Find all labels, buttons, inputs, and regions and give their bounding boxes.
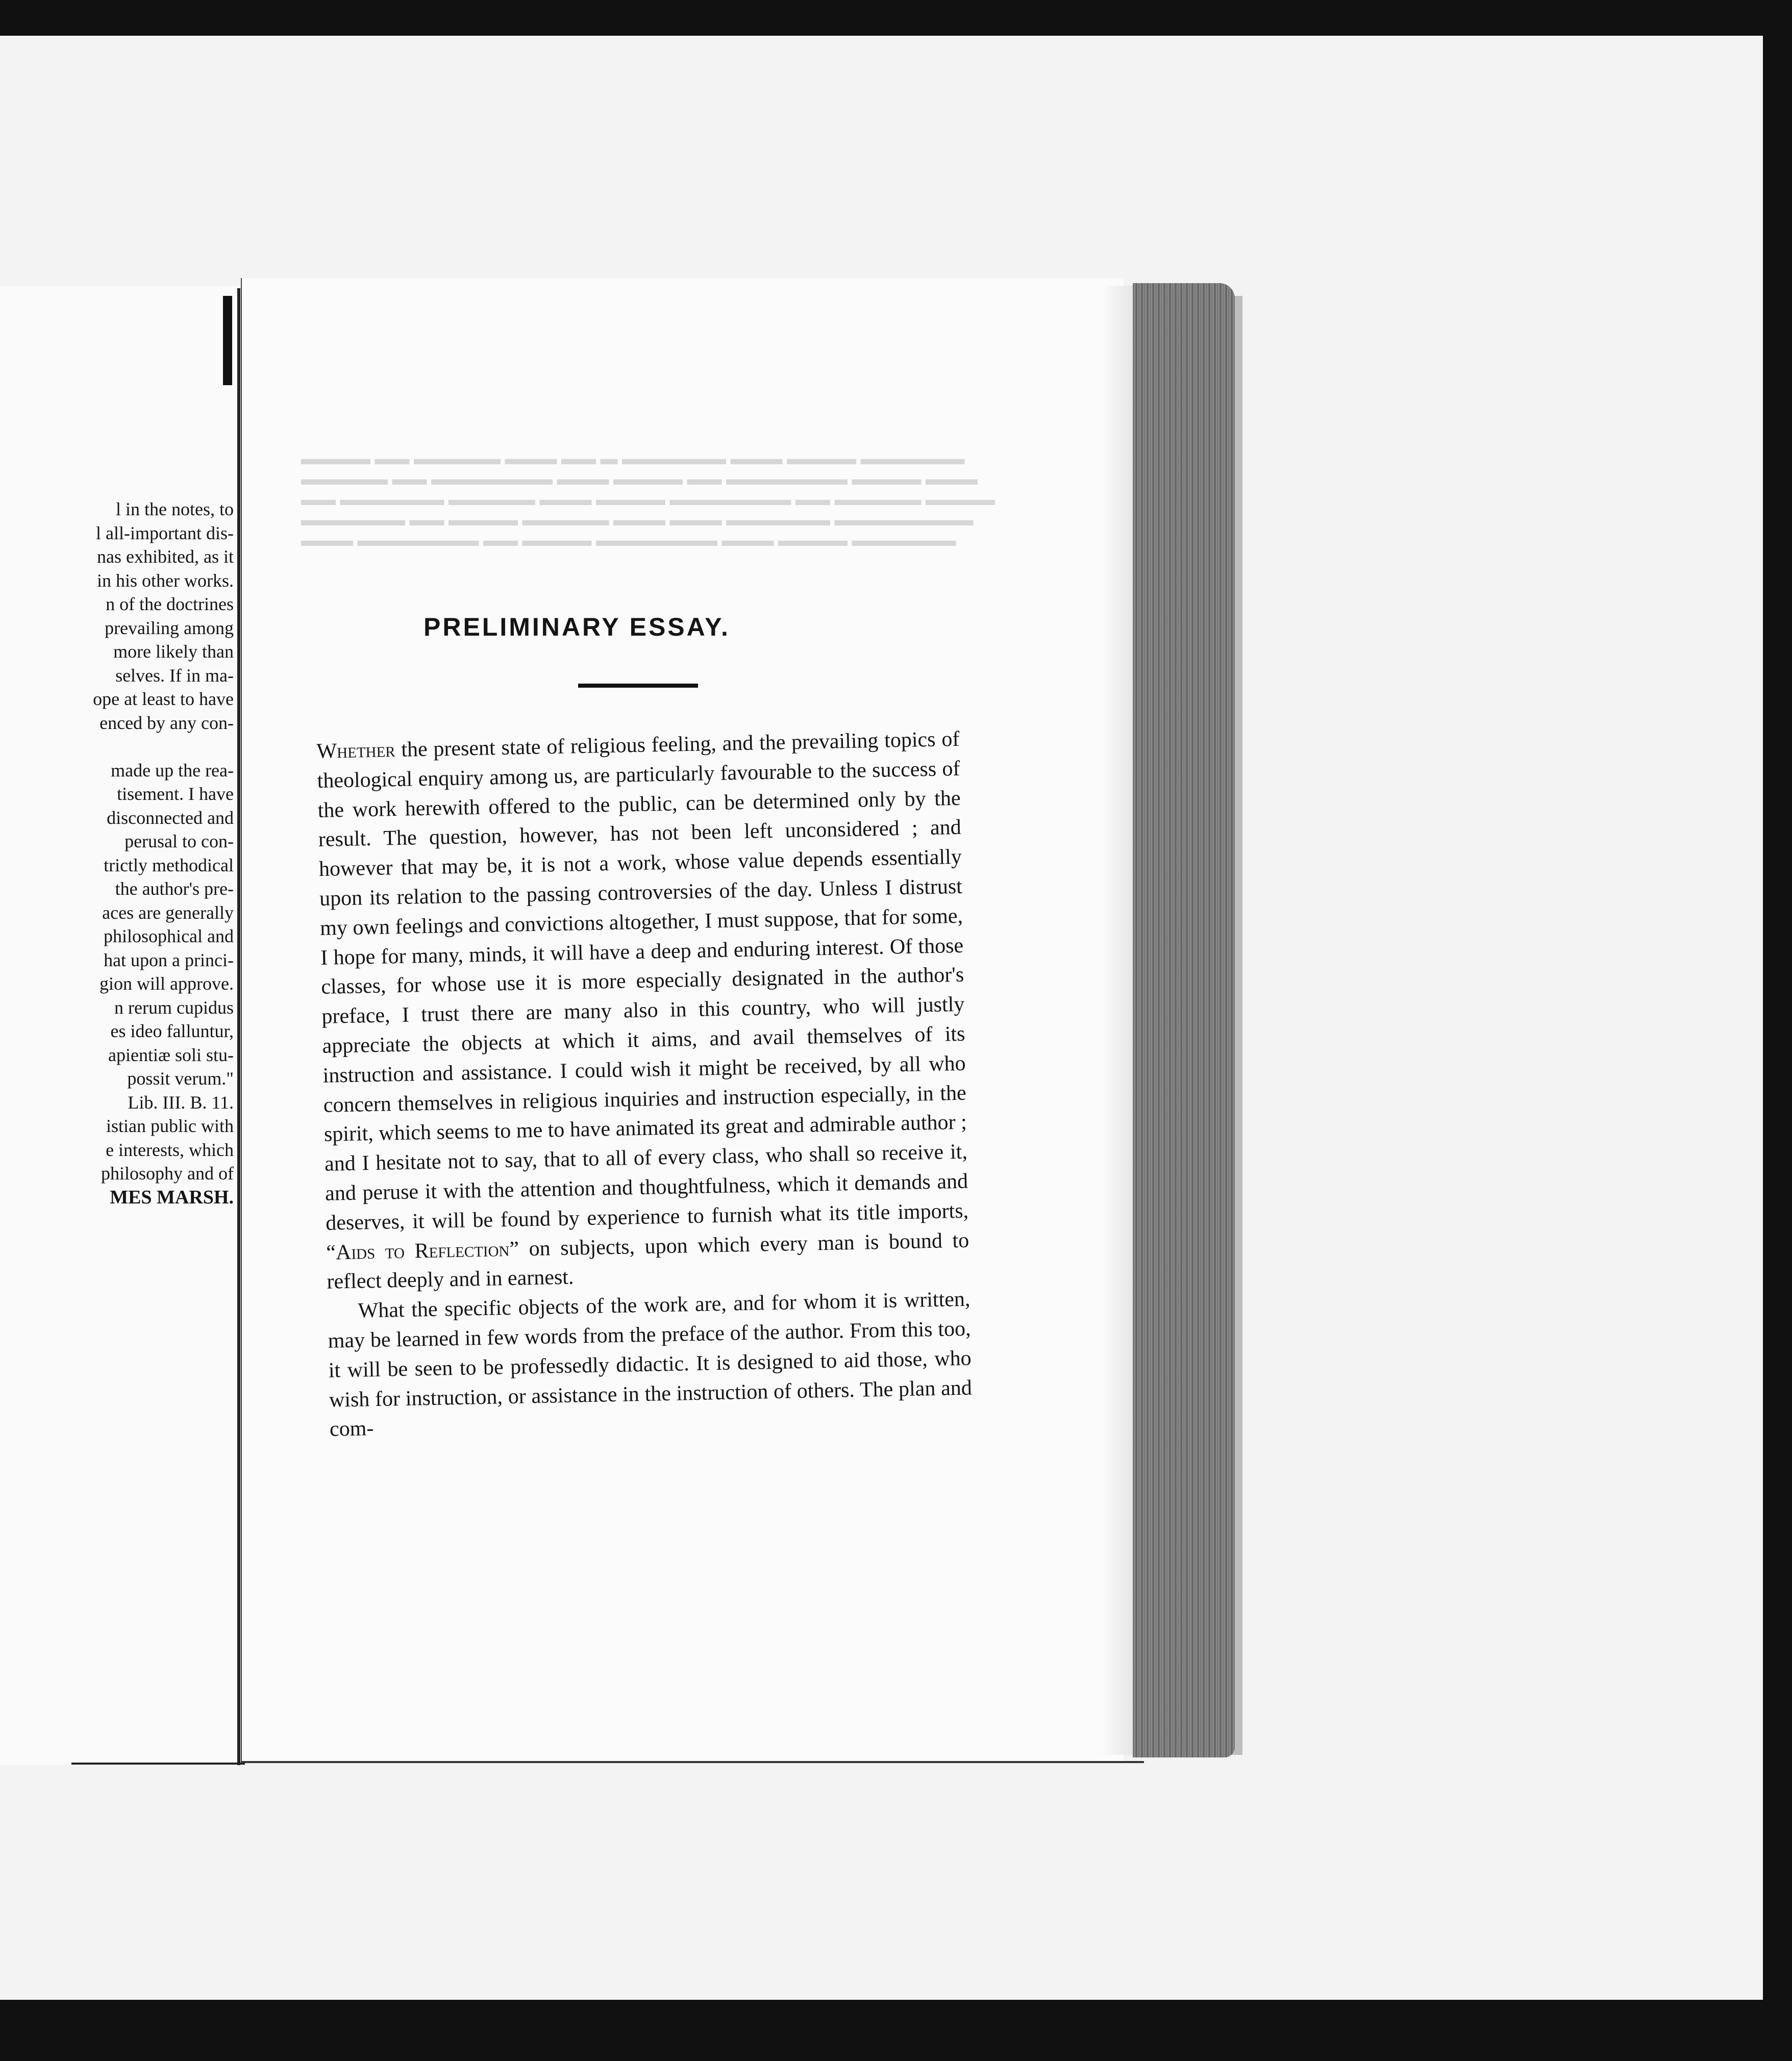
left-page-line: Lib. III. B. 11. [128,1092,234,1113]
left-page-line: made up the rea- [111,760,234,781]
left-page-line: trictly methodical [104,854,234,875]
page-curl-shadow [1102,286,1133,1755]
left-page-line: n of the doctrines [106,594,234,614]
main-page-bottom-edge [241,1761,1144,1763]
scan-frame-top [0,0,1792,36]
left-page-line: nas exhibited, as it [97,546,234,567]
left-page-line: more likely than [113,641,234,662]
left-page-line: e interests, which [106,1139,234,1160]
left-page-line: aces are generally [102,902,234,923]
left-page-gutter [237,288,240,1765]
left-page-line: possit verum." [127,1068,234,1089]
paragraph-1-lead: Whether [316,738,395,763]
paragraph-1-text: the present state of religious feeling, and the prevailing topics of theological enquiry among us, are particularly favourable to the success of the work herewith offered to the public, can be determined only by the result. The question, however, has not been left unconsidered ; and however that may be, it is not a work, whose value depends essentially upon its relation to the passing controversies of the day. Unless I distrust my own feelings and convictions altogether, I must suppose, that for some, I hope for many, minds, it will have a deep and enduring interest. Of those classes, for whose use it is more especially designated in the author's preface, I trust there are many also in this country, who will justly appreciate the objects at which it aims, and avail themselves of its instruction and assistance. I could wish it might be received, by all who concern themselves in religious inquiries and instruction especially, in the spirit, which seems to me to have animated its great and admirable author ; and I hesitate not to say, that to all of every class, who shall so receive it, and peruse it with the attention and thoughtfulness, which it demands and deserves, it will be found by experience to furnish what its title imports, “ [317,727,969,1265]
left-page-line: philosophy and of [101,1163,234,1184]
paragraph-1-end: ” on subjects, upon which every man is bound to reflect deeply and in earnest. [327,1228,969,1294]
book-title-smallcaps: Aids to Reflection [335,1237,510,1264]
left-page-text [0,497,234,1209]
left-page-line: hat upon a princi- [104,949,234,970]
left-page-line: philosophical and [104,926,234,946]
paragraph-2: What the specific objects of the work are, and for whom it is written, may be learned in few words from the preface of the author. From this too, it will be seen to be professedly didactic. It is designed to aid those, who wish for instruction, or assistance in the instruction of others. The plan and com- [328,1287,973,1442]
left-page-line: tisement. I have [117,784,234,804]
scan-frame-right [1763,0,1792,2061]
left-page-line: selves. If in ma- [115,665,234,686]
left-page-line: ope at least to have [93,689,234,709]
left-page-line: gion will approve. [99,973,234,994]
binding-mark [223,296,232,385]
left-page-line: l all-important dis- [96,522,234,543]
title-rule [578,684,698,688]
paragraph-1 [316,725,970,1297]
left-page-line: apientiæ soli stu- [108,1044,234,1065]
scan-frame-bottom [0,2000,1792,2061]
left-page-line: perusal to con- [125,831,234,851]
left-page-line [0,735,234,759]
left-page-line: es ideo falluntur, [110,1021,234,1041]
signature: MES MARSH. [110,1186,234,1208]
left-page-line: disconnected and [107,807,234,828]
page-title: PRELIMINARY ESSAY. [424,613,730,641]
left-page-line: istian public with [106,1116,234,1136]
book-page-edges [1133,283,1235,1757]
left-page-line: l in the notes, to [116,499,234,519]
left-page-line: the author's pre- [115,878,234,899]
left-facing-page [0,286,240,1765]
left-page-bottom-edge [71,1763,245,1765]
left-page-line: in his other works. [97,570,234,591]
left-page-line: prevailing among [105,617,234,638]
bleed-through-text: ▬▬▬▬ ▬▬ ▬▬▬▬▬ ▬▬▬ ▬▬ ▬ ▬▬▬▬▬▬ ▬▬▬ ▬▬▬▬ ▬▬▬▬▬▬ ▬▬▬▬▬ ▬▬ ▬▬▬▬▬▬▬ ▬▬▬ ▬▬▬▬ ▬▬ ▬▬▬▬▬▬▬ ▬▬▬▬ ▬▬▬ ▬▬ ▬▬▬▬▬▬ ▬▬▬▬▬ ▬▬▬ ▬▬▬▬ ▬▬▬▬▬▬▬ ▬▬ ▬▬▬▬▬ ▬▬▬▬ ▬▬▬▬▬▬ ▬▬ ▬▬▬▬ ▬▬▬▬▬ ▬▬▬ ▬▬▬ ▬▬▬▬▬▬ ▬▬▬▬▬▬▬▬ ▬▬▬ ▬▬▬▬▬▬▬ ▬▬ ▬▬▬▬ ▬▬▬▬▬▬▬ ▬▬▬ ▬▬▬▬ ▬▬▬▬▬▬ [301,449,995,550]
left-page-line: enced by any con- [99,712,234,733]
left-page-line: n rerum cupidus [114,997,234,1018]
essay-body [316,725,973,1445]
